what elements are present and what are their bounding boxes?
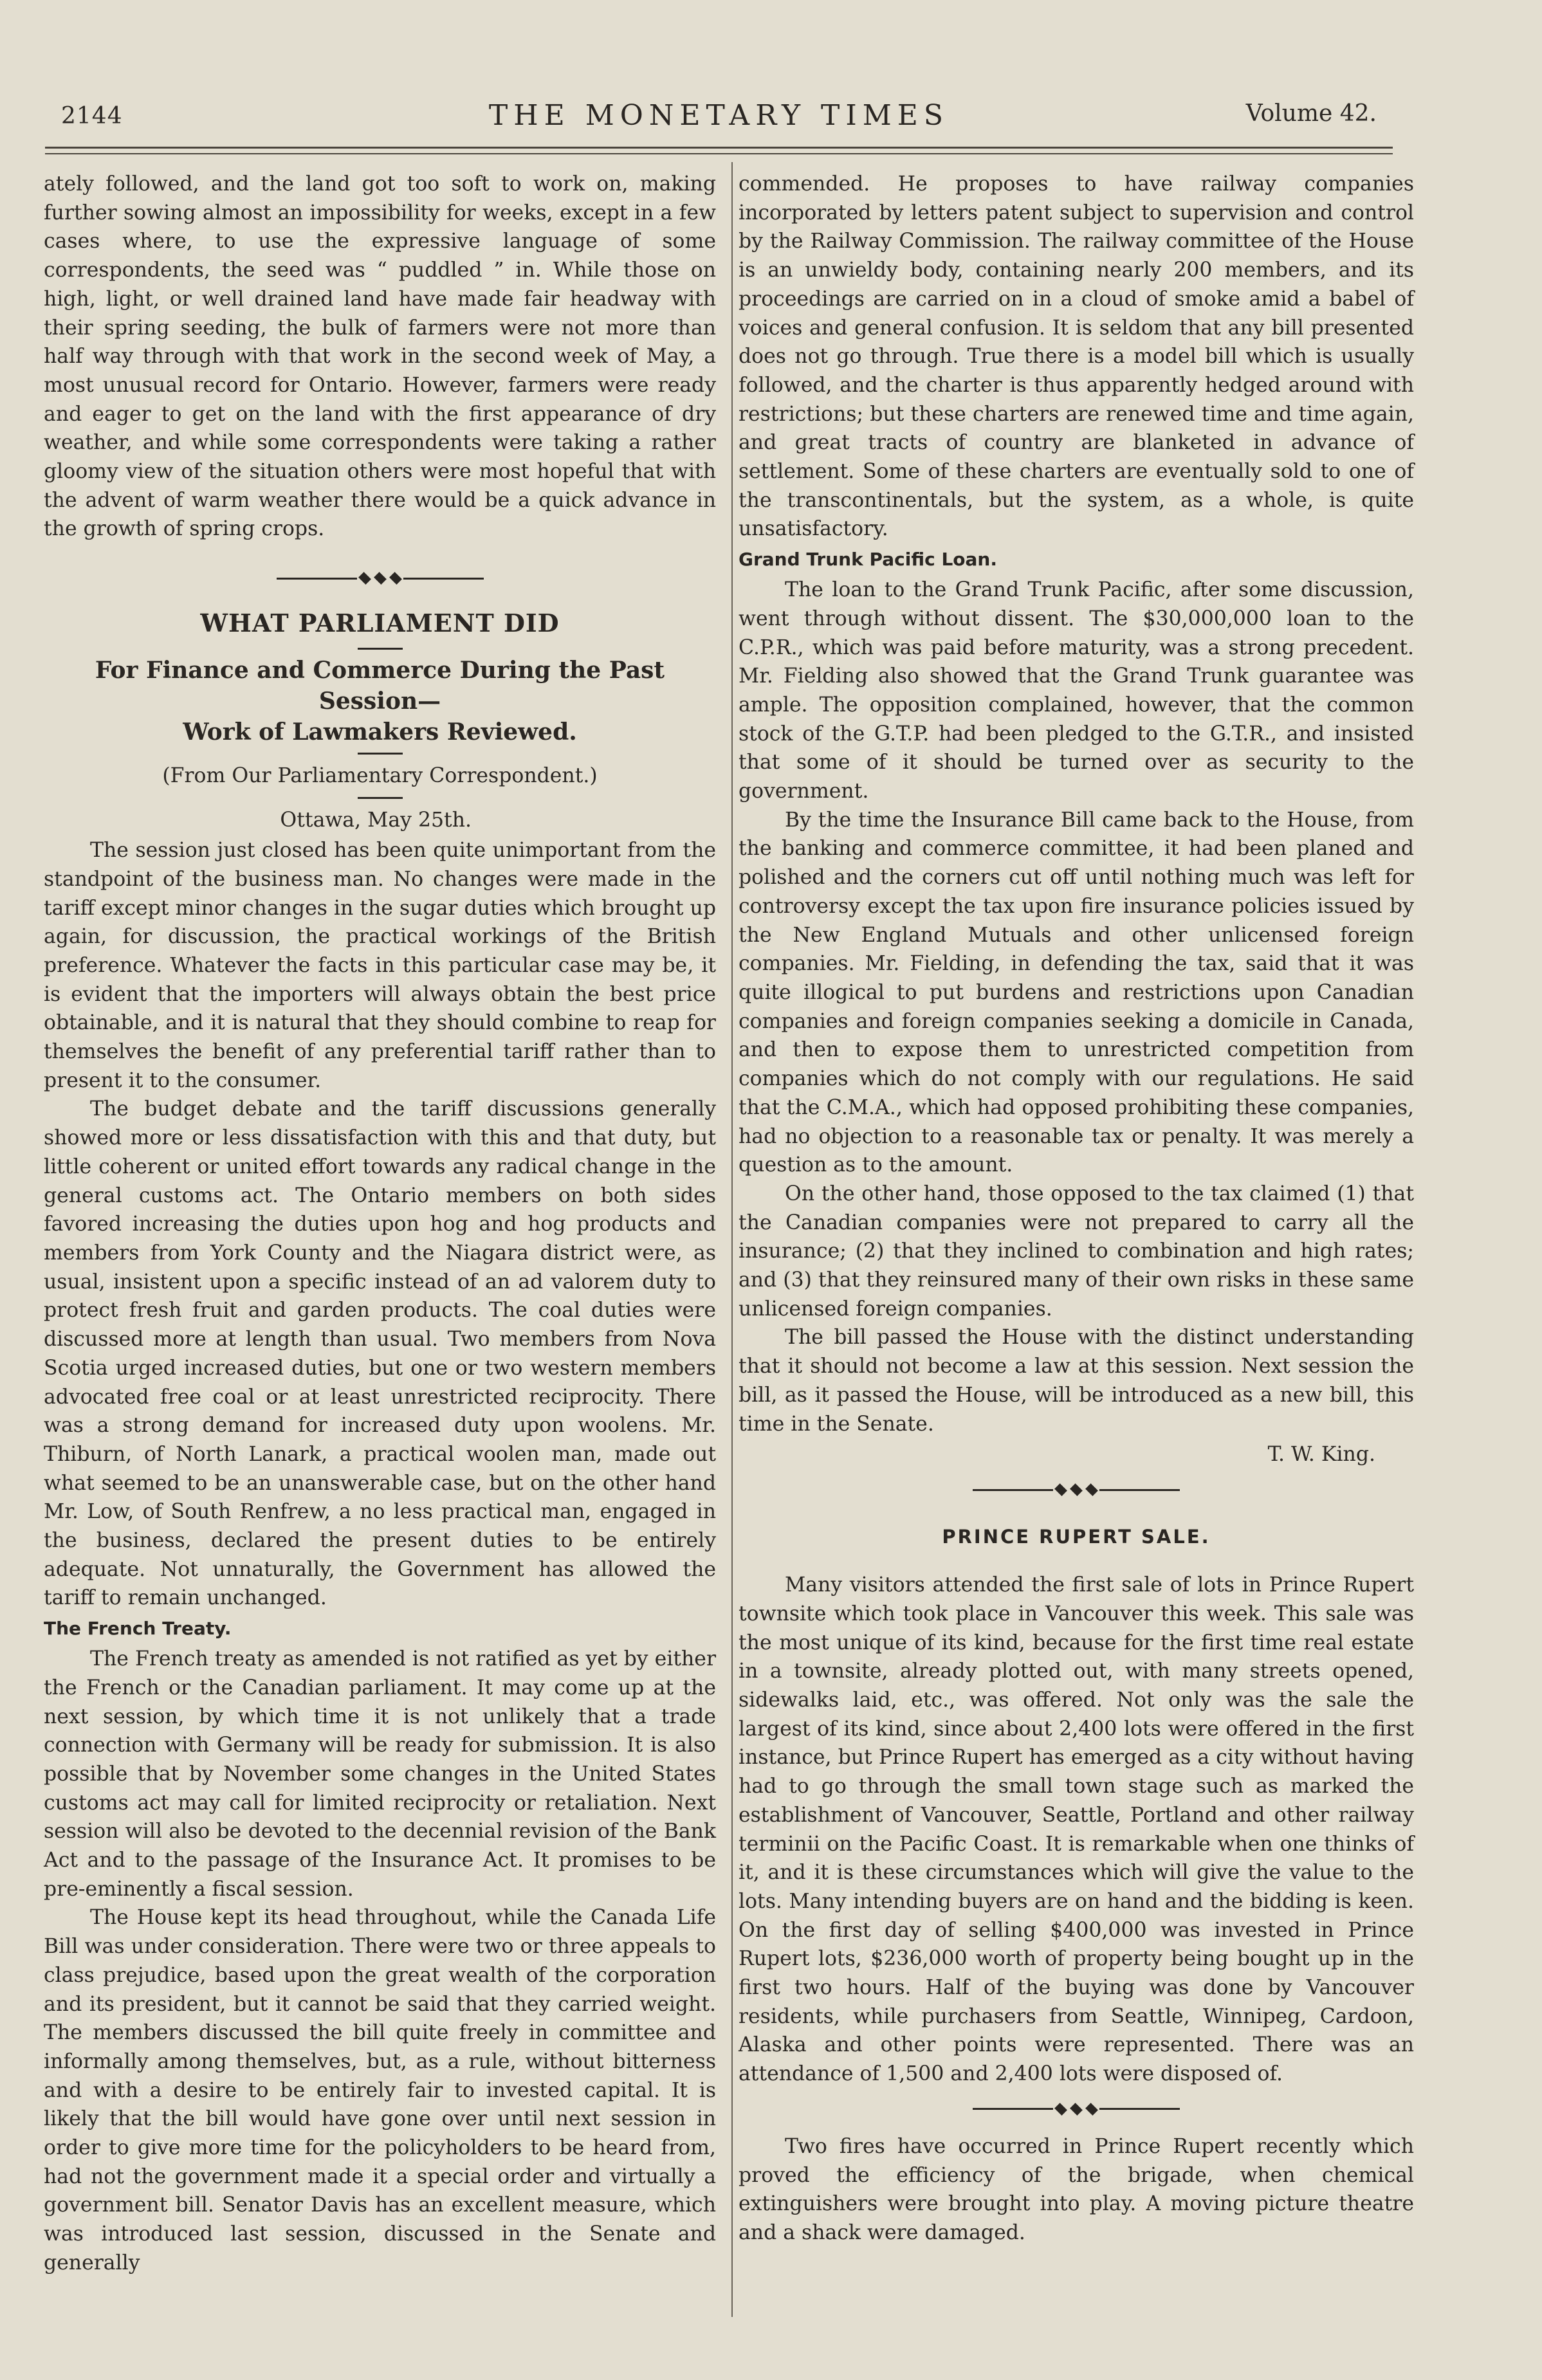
article-subheadline-1: For Finance and Commerce During the Past Session— (95, 657, 665, 715)
article-dateline: Ottawa, May 25th. (280, 809, 472, 832)
article-subheadline-2: Work of Lawmakers Reviewed. (183, 719, 577, 746)
page-header (61, 96, 1377, 135)
headline-rule (358, 648, 403, 650)
paragraph: The French treaty as amended is not ratified as yet by either the French or the Canadian parliament. It may come up at the next session, by which time it is not unlikely that a trade connection with Germany will be ready for submission. It is also possible that by November some changes in the United States customs act may call for limited reciprocity or retaliation. Next session will also be devoted to the decennial revision of the Bank Act and to the passage of the Insurance Act. It promises to be pre-eminently a fiscal session. (44, 1647, 716, 1901)
paragraph: The House kept its head throughout, while the Canada Life Bill was under consideration. There were two or three appeals to class prejudice, based upon the great wealth of the corporation and its president, but it cannot be said that they carried weight. The members discussed the bill quite freely in committee and informally among themselves, but, as a rule, without bitterness and with a desire to be entirely fair to invested capital. It is likely that the bill would have gone over until next session in order to give more time for the policyholders to be heard from, had not the government made it a special order and virtually a government bill. Senator Davis has an excellent measure, which was introduced last session, discussed in the Senate and generally (44, 1906, 716, 2275)
article-byline: (From Our Parliamentary Correspondent.) (162, 764, 598, 788)
section-subheading: The French Treaty. (44, 1618, 232, 1640)
right-column (739, 170, 1414, 2247)
left-column (44, 170, 716, 2278)
page-number: 2144 (61, 103, 123, 129)
paragraph: Two fires have occurred in Prince Rupert recently which proved the efficiency of the brigade, when chemical extinguishers were brought into play. A moving picture theatre and a shack were damaged. (739, 2134, 1414, 2244)
article-headline: WHAT PARLIAMENT DID (200, 609, 560, 638)
paragraph: By the time the Insurance Bill came back to the House, from the banking and commerce committee, it had been planed and polished and the corners cut off until nothing much was left for controversy except the tax upon fire insurance policies issued by the New England Mutuals and other unlicensed foreign companies. Mr. Fielding, in defending the tax, said that it was quite illogical to put burdens and restrictions upon Canadian companies and foreign companies seeking a domicile in Canada, and then to expose them to unrestricted competition from companies which do not comply with our regulations. He said that the C.M.A., which had opposed prohibiting these companies, had no objection to a reasonable tax or penalty. It was merely a question as to the amount. (739, 808, 1414, 1177)
continued-paragraph: commended. He proposes to have railway companies incorporated by letters patent subject to supervision and control by the Railway Commission. The railway committee of the House is an unwieldy body, containing nearly 200 members, and its proceedings are carried on in a cloud of smoke amid a babel of voices and general confusion. It is seldom that any bill presented does not go through. True there is a model bill which is usually followed, and the charter is thus apparently hedged around with restrictions; but these charters are renewed time and time again, and great tracts of country are blanketed in advance of settlement. Some of these charters are eventually sold to one of the transcontinentals, but the system, as a whole, is quite unsatisfactory. (739, 172, 1414, 541)
header-rule-bottom (45, 153, 1393, 154)
paragraph: On the other hand, those opposed to the tax claimed (1) that the Canadian companies were not prepared to carry all the insurance; (2) that they inclined to combination and high rates; and (3) that they reinsured many of their own risks in these same unlicensed foreign companies. (739, 1182, 1414, 1321)
column-divider (731, 162, 733, 2317)
paragraph: The bill passed the House with the distinct understanding that it should not become a law at this session. Next session the bill, as it passed the House, will be introduced as a new bill, this time in the Senate. (739, 1326, 1414, 1436)
section-ornament (739, 1477, 1414, 1503)
article-signature: T. W. King. (1267, 1443, 1375, 1467)
section-ornament (44, 565, 716, 591)
byline-rule (358, 797, 403, 799)
header-rule-top (45, 147, 1393, 149)
paragraph: Many visitors attended the first sale of lots in Prince Rupert townsite which took place in Vancouver this week. This sale was the most unique of its kind, because for the first time real estate in a townsite, already plotted out, with many streets opened, sidewalks laid, etc., was offered. Not only was the sale the largest of its kind, since about 2,400 lots were offered in the first instance, but Prince Rupert has emerged as a city without having had to go through the small town stage such as marked the establishment of Vancouver, Seattle, Portland and other railway terminii on the Pacific Coast. It is remarkable when one thinks of it, and it is these circumstances which will give the value to the lots. Many intending buyers are on hand and the bidding is keen. On the first day of selling $400,000 was invested in Prince Rupert lots, $236,000 worth of property being bought up in the first two hours. Half of the buying was done by Vancouver residents, while purchasers from Seattle, Winnipeg, Cardoon, Alaska and other points were represented. There was an attendance of 1,500 and 2,400 lots were disposed of. (739, 1573, 1414, 2086)
volume-label: Volume 42. (1245, 100, 1377, 127)
article-headline: PRINCE RUPERT SALE. (942, 1526, 1211, 1548)
paragraph: The budget debate and the tariff discussions generally showed more or less dissatisfaction with this and that duty, but little coherent or united effort towards any radical change in the general customs act. The Ontario members on both sides favored increasing the duties upon hog and hog products and members from York County and the Niagara district were, as usual, insistent upon a specific instead of an ad valorem duty to protect fresh fruit and garden products. The coal duties were discussed more at length than usual. Two members from Nova Scotia urged increased duties, but one or two western members advocated free coal or at least unrestricted reciprocity. There was a strong demand for increased duty upon woolens. Mr. Thiburn, of North Lanark, a practical woolen man, made out what seemed to be an unanswerable case, but on the other hand Mr. Low, of South Renfrew, a no less practical man, engaged in the business, declared the present duties to be entirely adequate. Not unnaturally, the Government has allowed the tariff to remain unchanged. (44, 1097, 716, 1610)
paragraph: The session just closed has been quite unimportant from the standpoint of the business man. No changes were made in the tariff except minor changes in the sugar duties which brought up again, for discussion, the practical workings of the British preference. Whatever the facts in this particular case may be, it is evident that the importers will always obtain the best price obtainable, and it is natural that they should combine to reap for themselves the benefit of any preferential tariff rather than to present it to the consumer. (44, 839, 716, 1092)
publication-title: THE MONETARY TIMES (488, 99, 950, 132)
section-subheading: Grand Trunk Pacific Loan. (739, 549, 997, 571)
section-ornament (739, 2096, 1414, 2122)
paragraph: The loan to the Grand Trunk Pacific, after some discussion, went through without dissent. The $30,000,000 loan to the C.P.R., which was paid before maturity, was a strong precedent. Mr. Fielding also showed that the Grand Trunk guarantee was ample. The opposition complained, however, that the common stock of the G.T.P. had been pledged to the G.T.R., and insisted that some of it should be turned over as security to the government. (739, 578, 1414, 803)
continued-paragraph: ately followed, and the land got too soft to work on, making further sowing almost an impossibility for weeks, except in a few cases where, to use the expressive language of some correspondents, the seed was “ puddled ” in. While those on high, light, or well drained land have made fair headway with their spring seeding, the bulk of farmers were not more than half way through with that work in the second week of May, a most unusual record for Ontario. However, farmers were ready and eager to get on the land with the first appearance of dry weather, and while some correspondents were taking a rather gloomy view of the situation others were most hopeful that with the advent of warm weather there would be a quick advance in the growth of spring crops. (44, 172, 716, 541)
subheadline-rule (358, 753, 403, 755)
